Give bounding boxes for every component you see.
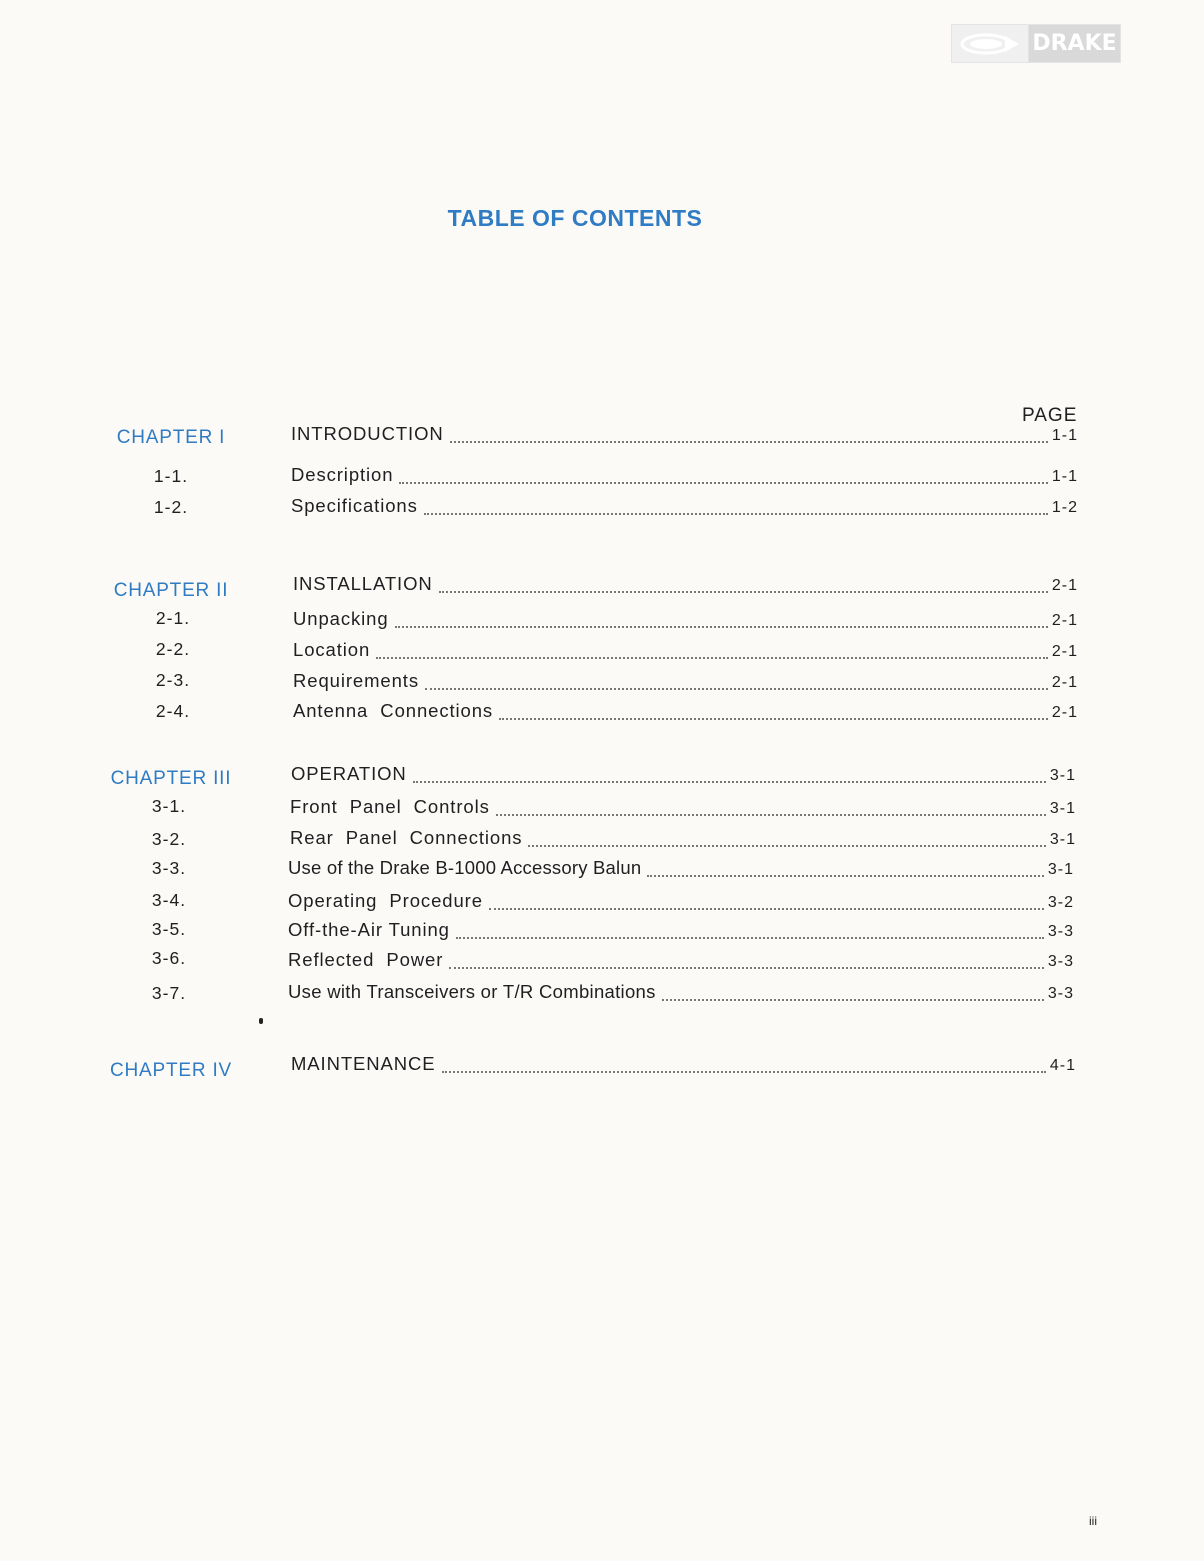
toc-section-entry[interactable] bbox=[293, 608, 1078, 632]
toc-entry-page: 3-3 bbox=[1047, 923, 1074, 940]
toc-entry-title: Location bbox=[293, 639, 371, 660]
toc-section-entry[interactable] bbox=[293, 670, 1078, 694]
section-number: 3-6. bbox=[151, 948, 187, 968]
dot-leader bbox=[647, 871, 1044, 877]
dot-leader bbox=[395, 622, 1048, 628]
page-number: iii bbox=[1089, 1514, 1097, 1528]
section-number: 2-1. bbox=[155, 608, 191, 628]
toc-entry-page: 2-1 bbox=[1051, 643, 1078, 660]
toc-section-entry[interactable] bbox=[293, 700, 1078, 724]
dot-leader bbox=[376, 653, 1048, 659]
section-number: 3-7. bbox=[151, 983, 187, 1003]
toc-section-entry[interactable] bbox=[293, 639, 1078, 663]
dot-leader bbox=[424, 509, 1048, 515]
toc-entry-page: 3-1 bbox=[1049, 800, 1076, 817]
chapter-label: CHAPTER II bbox=[113, 580, 229, 601]
toc-section-entry[interactable] bbox=[288, 919, 1074, 943]
dot-leader bbox=[449, 963, 1044, 969]
toc-entry-title: Use with Transceivers or T/R Combinations bbox=[288, 981, 656, 1002]
section-number: 3-5. bbox=[151, 919, 187, 939]
toc-chapter-entry[interactable] bbox=[291, 1053, 1076, 1077]
dot-leader bbox=[442, 1067, 1046, 1073]
toc-entry-page: 2-1 bbox=[1051, 577, 1078, 594]
toc-entry-title: Unpacking bbox=[293, 608, 389, 629]
toc-entry-title: OPERATION bbox=[291, 763, 407, 784]
toc-entry-title: Operating Procedure bbox=[288, 890, 483, 911]
page-column-heading: PAGE bbox=[1022, 405, 1078, 426]
toc-entry-title: Reflected Power bbox=[288, 949, 444, 970]
chapter-label: CHAPTER IV bbox=[109, 1060, 233, 1081]
toc-entry-page: 1-1 bbox=[1051, 468, 1078, 485]
toc-section-entry[interactable] bbox=[288, 981, 1074, 1005]
dot-leader bbox=[489, 904, 1044, 910]
toc-entry-page: 3-3 bbox=[1047, 985, 1074, 1002]
toc-entry-page: 4-1 bbox=[1049, 1057, 1076, 1074]
toc-chapter-entry[interactable] bbox=[291, 763, 1076, 787]
toc-entry-page: 1-1 bbox=[1051, 427, 1078, 444]
section-number: 2-4. bbox=[155, 701, 191, 721]
toc-entry-page: 2-1 bbox=[1051, 674, 1078, 691]
toc-entry-page: 3-3 bbox=[1047, 953, 1074, 970]
toc-entry-title: Specifications bbox=[291, 495, 418, 516]
dot-leader bbox=[496, 810, 1046, 816]
section-number: 3-4. bbox=[151, 890, 187, 910]
section-number: 2-2. bbox=[155, 639, 191, 659]
toc-entry-title: Description bbox=[291, 464, 394, 485]
toc-entry-page: 2-1 bbox=[1051, 704, 1078, 721]
section-number: 3-1. bbox=[151, 796, 187, 816]
toc-section-entry[interactable] bbox=[288, 949, 1074, 973]
toc-section-entry[interactable] bbox=[290, 796, 1076, 820]
dot-leader bbox=[425, 684, 1048, 690]
dot-leader bbox=[450, 437, 1048, 443]
toc-section-entry[interactable] bbox=[291, 464, 1078, 488]
chapter-label: CHAPTER I bbox=[116, 427, 226, 448]
chapter-label: CHAPTER III bbox=[110, 768, 232, 789]
toc-section-entry[interactable] bbox=[288, 857, 1074, 881]
toc-entry-page: 3-1 bbox=[1049, 831, 1076, 848]
dot-leader bbox=[413, 777, 1046, 783]
toc-entry-title: Requirements bbox=[293, 670, 419, 691]
toc-entry-title: Off-the-Air Tuning bbox=[288, 919, 450, 940]
print-speck bbox=[259, 1018, 263, 1024]
section-number: 3-2. bbox=[151, 829, 187, 849]
toc-chapter-entry[interactable] bbox=[291, 423, 1078, 447]
drake-logo bbox=[951, 24, 1121, 63]
drake-emblem-icon bbox=[952, 25, 1029, 62]
dot-leader bbox=[499, 714, 1048, 720]
toc-section-entry[interactable] bbox=[291, 495, 1078, 519]
toc-entry-title: INTRODUCTION bbox=[291, 423, 444, 444]
dot-leader bbox=[528, 841, 1045, 847]
toc-entry-title: Front Panel Controls bbox=[290, 796, 490, 817]
page-title: TABLE OF CONTENTS bbox=[447, 205, 703, 231]
toc-entry-page: 1-2 bbox=[1051, 499, 1078, 516]
toc-section-entry[interactable] bbox=[288, 890, 1074, 914]
toc-entry-page: 3-1 bbox=[1047, 861, 1074, 878]
toc-entry-title: MAINTENANCE bbox=[291, 1053, 436, 1074]
toc-section-entry[interactable] bbox=[290, 827, 1076, 851]
section-number: 2-3. bbox=[155, 670, 191, 690]
logo-text: DRAKE bbox=[1029, 25, 1120, 62]
toc-entry-title: Antenna Connections bbox=[293, 700, 494, 721]
toc-entry-title: Use of the Drake B-1000 Accessory Balun bbox=[288, 857, 642, 878]
dot-leader bbox=[456, 933, 1044, 939]
dot-leader bbox=[399, 478, 1047, 484]
dot-leader bbox=[662, 995, 1044, 1001]
section-number: 1-2. bbox=[153, 497, 189, 517]
dot-leader bbox=[439, 587, 1048, 593]
toc-entry-title: Rear Panel Connections bbox=[290, 827, 523, 848]
toc-entry-page: 3-2 bbox=[1047, 894, 1074, 911]
section-number: 1-1. bbox=[153, 466, 189, 486]
toc-entry-page: 3-1 bbox=[1049, 767, 1076, 784]
toc-entry-title: INSTALLATION bbox=[293, 573, 433, 594]
section-number: 3-3. bbox=[151, 858, 187, 878]
toc-chapter-entry[interactable] bbox=[293, 573, 1078, 597]
toc-entry-page: 2-1 bbox=[1051, 612, 1078, 629]
